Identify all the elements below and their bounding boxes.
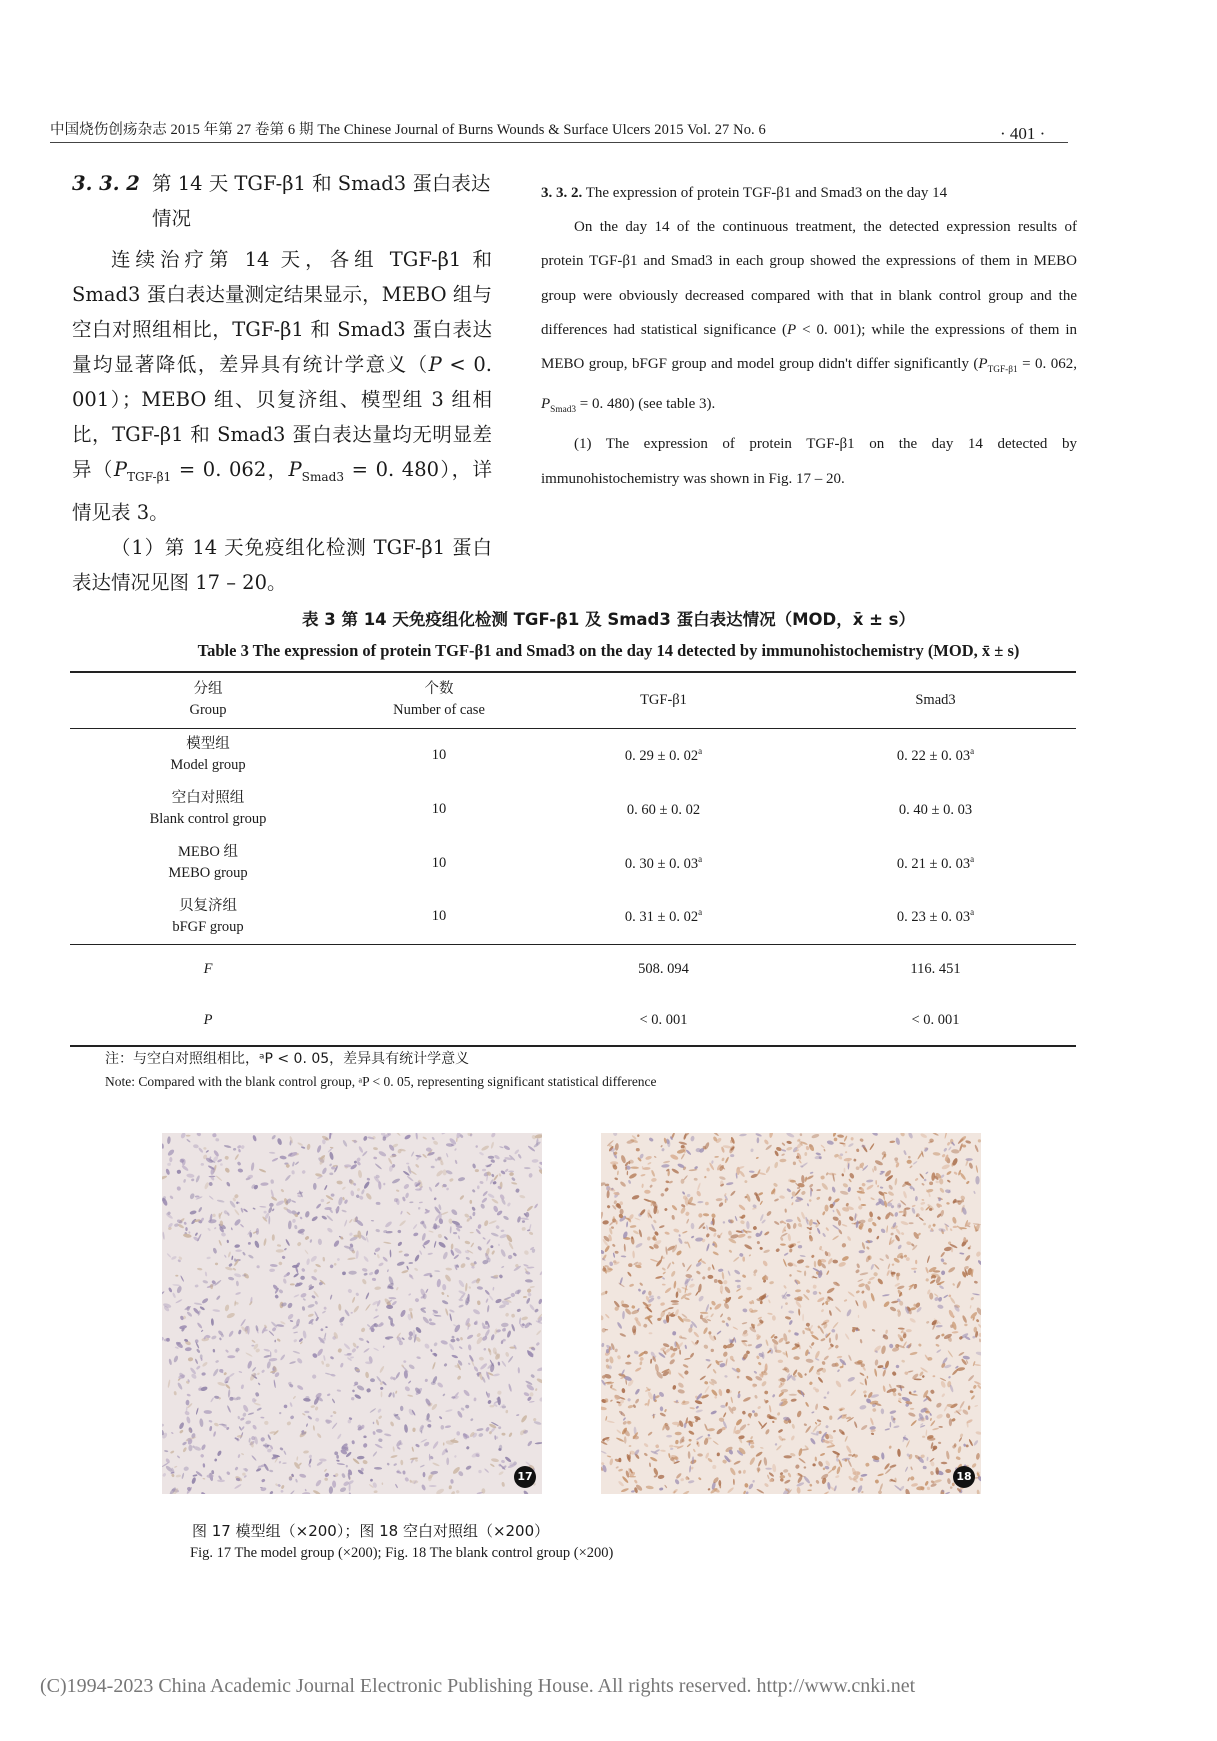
table-header-row xyxy=(70,672,1076,728)
table-note-en: Note: Compared with the blank control group, ᵃP < 0. 05, representing significant statistical difference xyxy=(105,1074,657,1089)
table-row: 模型组 Model group 10 0. 29 ± 0. 02$^a$ 0. 22 ± 0. 03$^a$ xyxy=(170,736,975,774)
figure-caption-en: Fig. 17 The model group (×200); Fig. 18 The blank control group (×200) xyxy=(190,1545,614,1561)
en-paragraph-figure-ref: (1) The expression of protein TGF-β1 on the day 14 detected by immunohistochemistry was shown in Fig. 17 – 20. xyxy=(541,436,1077,487)
figure-17-micrograph xyxy=(162,1133,542,1494)
english-column xyxy=(541,176,1077,496)
table-row: 空白对照组 Blank control group 10 0. 60 ± 0. 02 0. 40 ± 0. 03 xyxy=(149,790,973,827)
header-tgf: TGF-β1 xyxy=(640,691,687,708)
table-row: 贝复济组 bFGF group 10 0. 31 ± 0. 02$^a$ 0. 23 ± 0. 03$^a$ xyxy=(172,897,975,935)
micrograph-17-image xyxy=(162,1133,542,1494)
zh-paragraph-results: 连续治疗第 14 天，各组 TGF-β1 和 Smad3 蛋白表达量测定结果显示，MEBO 组与空白对照组相比，TGF-β1 和 Smad3 蛋白表达量均显著降低，差异具有统计学意义（P < 0. 001）；MEBO 组、贝复济组、模型组 3 组相比，TGF-β1 和 Smad3 蛋白表达量均无明显差异（$P_{TGF-\beta 1} = 0$. 062，$P_{Smad3} = 0$. 480），详情见表 3。 xyxy=(72,248,492,524)
data-table xyxy=(70,671,1076,1047)
running-header: 中国烧伤创疡杂志 2015 年第 27 卷第 6 期 The Chinese Journal of Burns Wounds & Surface Ulcers 2015 Vol. 27 No. 6 xyxy=(50,122,766,138)
table-note-zh: 注：与空白对照组相比，ᵃP < 0. 05，差异具有统计学意义 xyxy=(105,1051,470,1067)
header-number: 个数 Number of case xyxy=(393,681,485,719)
header-group: 分组 Group xyxy=(189,681,227,719)
chinese-column xyxy=(72,166,492,600)
header-rule xyxy=(50,142,1068,143)
table-row: MEBO 组 MEBO group 10 0. 30 ± 0. 03$^a$ 0. 21 ± 0. 03$^a$ xyxy=(168,844,975,881)
micrograph-18-image xyxy=(601,1133,981,1494)
zh-paragraph-figure-ref: （1）第 14 天免疫组化检测 TGF-β1 蛋白表达情况见图 17 – 20。 xyxy=(72,535,492,594)
table-title-en: Table 3 The expression of protein TGF-β1 and Smad3 on the day 14 detected by immunohistochemistry (MOD, x̄ ± s) xyxy=(197,641,1020,660)
zh-section-title: 第 14 天 TGF-β1 和 Smad3 蛋白表达情况 xyxy=(152,172,491,230)
en-paragraph-results: On the day 14 of the continuous treatment, the detected expression results of protein TGF-β1 and Smad3 in each group showed the expressions of them in MEBO group were obviously decreased compared with that in blank control group and the differences had statistical significance (P < 0. 001); while the expressions of them in MEBO group, bFGF group and model group didn't differ significantly ($P_{TGF-\beta 1} = 0$. 062, $P_{Smad3} = 0$. 480) (see table 3). xyxy=(541,219,1077,416)
table-title-zh: 表 3 第 14 天免疫组化检测 TGF-β1 及 Smad3 蛋白表达情况（MOD，x̄ ± s） xyxy=(301,610,916,629)
stats-row-p: P < 0. 001 < 0. 001 xyxy=(203,1011,960,1028)
en-section-title: The expression of protein TGF-β1 and Smad3 on the day 14 xyxy=(582,185,948,201)
figure-18-micrograph xyxy=(601,1133,981,1494)
figure-17-badge: 17 xyxy=(514,1466,536,1488)
en-section-heading xyxy=(541,176,1077,210)
header-smad: Smad3 xyxy=(915,691,956,708)
figure-18-badge: 18 xyxy=(953,1466,975,1488)
page-number: · 401 · xyxy=(1000,124,1046,143)
figure-caption-zh: 图 17 模型组（×200）；图 18 空白对照组（×200） xyxy=(192,1522,550,1540)
zh-section-number: 3. 3. 2 xyxy=(72,172,140,195)
stats-row-f: F 508. 094 116. 451 xyxy=(203,961,961,978)
en-section-number: 3. 3. 2. xyxy=(541,185,583,201)
copyright-footer: (C)1994-2023 China Academic Journal Electronic Publishing House. All rights reserved. http://www.cnki.net xyxy=(40,1675,916,1697)
zh-section-heading xyxy=(72,166,492,236)
